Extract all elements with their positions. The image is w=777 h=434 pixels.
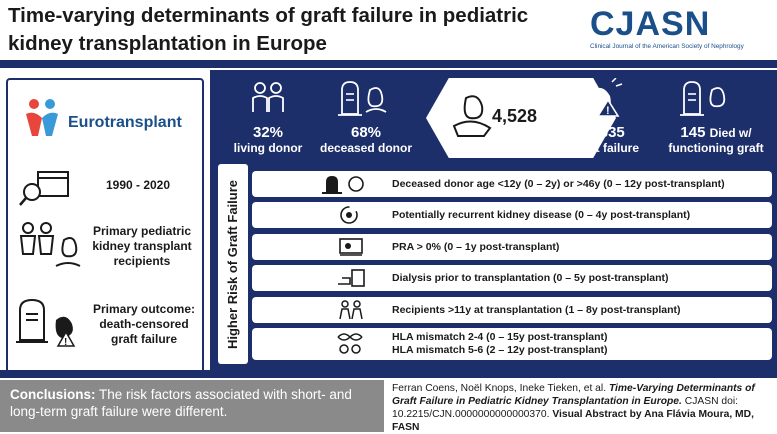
- svg-text:!: !: [606, 105, 610, 117]
- outcome-label: Primary outcome: death-censored graft failure: [92, 302, 196, 346]
- logo-text: CJASN: [590, 5, 711, 43]
- graft-failure-label: graft failure: [572, 141, 639, 155]
- total-recipients-value: 4,528: [492, 106, 538, 126]
- kidney-hand-icon: [452, 94, 492, 138]
- deceased-donor-stat: [316, 124, 416, 155]
- risk-sidebar-label: Higher Risk of Graft Failure: [225, 179, 241, 349]
- recipient-age-icon: [338, 299, 364, 321]
- donor-age-icon: [322, 174, 370, 194]
- bottom-divider: [0, 370, 777, 378]
- citation: [392, 382, 772, 434]
- conclusions-label: Conclusions:: [10, 387, 96, 402]
- pra-lab-icon: [338, 237, 364, 257]
- journal-logo: [590, 6, 770, 50]
- risk-row-recurrent-disease: [252, 202, 772, 228]
- risk-row-pra: [252, 234, 772, 260]
- eurotransplant-logo-icon: [22, 96, 64, 138]
- citation-abstract-by: Visual Abstract by Ana Flávia Moura, MD, FASN: [392, 409, 754, 433]
- logo-subtitle: Clinical Journal of the American Society of Nephrology: [590, 43, 744, 50]
- graft-failure-value: 1,635: [587, 124, 625, 141]
- children-kidney-icon: [18, 220, 84, 276]
- citation-authors: Ferran Coens, Noël Knops, Ineke Tieken, et al.: [392, 383, 607, 394]
- risk-recurrent-disease-text: Potentially recurrent kidney disease (0 – 4y post-transplant): [392, 209, 691, 221]
- population-label: Primary pediatric kidney transplant recipients: [92, 224, 192, 268]
- dialysis-icon: [336, 268, 366, 288]
- living-donor-pct: 32%: [252, 124, 284, 141]
- risk-dialysis-text: Dialysis prior to transplantation (0 – 5y post-transplant): [392, 272, 669, 284]
- risk-hla-2-text: HLA mismatch 5-6 (2 – 12y post-transplant): [392, 344, 608, 356]
- study-info-panel: [6, 78, 204, 374]
- risk-donor-age-text: Deceased donor age <12y (0 – 2y) or >46y (0 – 12y post-transplant): [392, 178, 725, 190]
- died-stat: [660, 124, 772, 155]
- calendar-search-icon: [18, 168, 74, 208]
- page-title: Time-varying determinants of graft failure in pediatric kidney transplantation in Europe: [8, 4, 529, 55]
- years-label: 1990 - 2020: [105, 178, 171, 192]
- risk-row-dialysis: [252, 265, 772, 291]
- living-donor-stat: [228, 124, 308, 155]
- risk-pra-text: PRA > 0% (0 – 1y post-transplant): [392, 241, 560, 253]
- deceased-donor-pct: 68%: [350, 124, 382, 141]
- living-donor-label: living donor: [233, 141, 303, 155]
- eurotransplant-label: Eurotransplant: [68, 114, 182, 131]
- risk-sidebar-label-wrap: [221, 164, 245, 364]
- risk-hla-1-text: HLA mismatch 2-4 (0 – 15y post-transplant): [392, 331, 608, 343]
- conclusions-text: The risk factors associated with short- and long-term graft failure were different.: [10, 387, 352, 419]
- deceased-donor-icon: [338, 80, 388, 118]
- top-divider: [0, 60, 777, 68]
- svg-text:!: !: [64, 337, 68, 348]
- died-stat-line1: [660, 124, 772, 141]
- deceased-donor-label: deceased donor: [319, 141, 413, 155]
- grave-failure-icon: [16, 294, 82, 350]
- died-label-2: functioning graft: [668, 141, 764, 155]
- risk-row-hla: [252, 328, 772, 360]
- graft-failure-icon: [584, 78, 624, 118]
- died-functioning-graft-icon: [680, 80, 730, 118]
- risk-recipient-age-text: Recipients >11y at transplantation (1 – 8y post-transplant): [392, 304, 681, 316]
- citation-journal: CJASN doi: 10.2215/CJN.0000000000000370.: [392, 396, 739, 420]
- hla-dna-icon: [336, 331, 364, 357]
- graft-failure-stat: [566, 124, 646, 155]
- conclusions-box: [0, 380, 384, 432]
- died-value: 145: [680, 124, 706, 141]
- risk-row-donor-age: [252, 171, 772, 197]
- died-label: Died w/: [709, 126, 752, 140]
- recurrent-disease-icon: [338, 205, 360, 225]
- citation-article: Time-Varying Determinants of Graft Failure in Pediatric Kidney Transplantation in Europe.: [392, 383, 755, 407]
- living-donor-icon: [250, 80, 286, 114]
- risk-row-recipient-age: [252, 297, 772, 323]
